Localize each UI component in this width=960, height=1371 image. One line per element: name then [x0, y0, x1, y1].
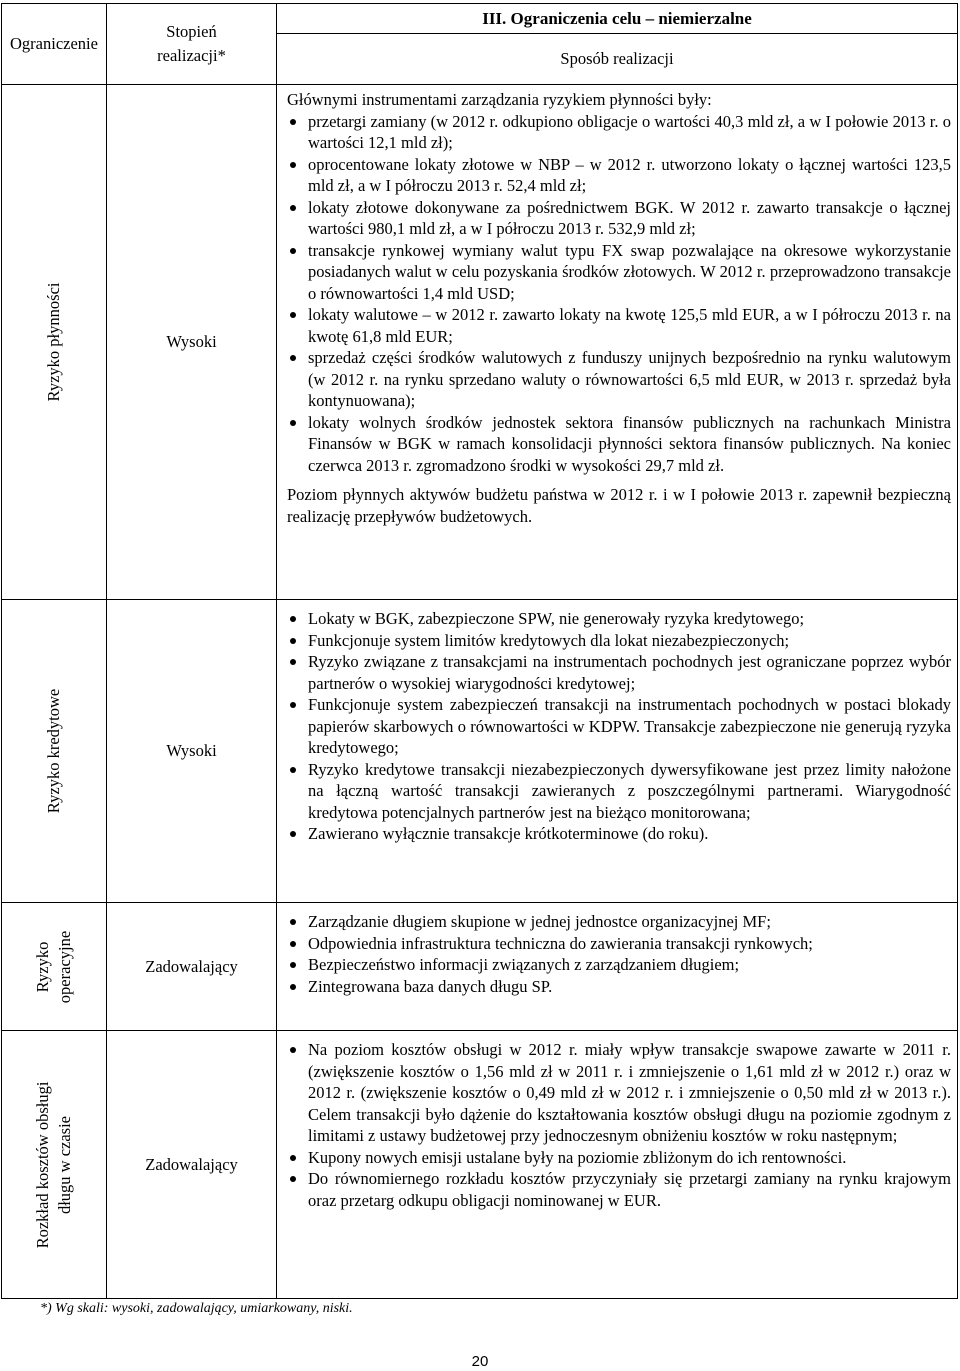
bullet-icon: [290, 1047, 296, 1053]
risk-cell-liquidity: [2, 85, 107, 600]
level-cell: Wysoki: [107, 600, 277, 903]
bullet-icon: [290, 1155, 296, 1161]
header-method: Sposób realizacji: [277, 34, 958, 85]
list-item: Lokaty w BGK, zabezpieczone SPW, nie generowały ryzyka kredytowego;: [287, 608, 951, 630]
method-cell: [277, 85, 958, 600]
bullet-icon: [290, 831, 296, 837]
bullet-icon: [290, 248, 296, 254]
header-level: [107, 4, 277, 85]
bullet-icon: [290, 919, 296, 925]
list-item: lokaty walutowe – w 2012 r. zawarto lokaty na kwotę 125,5 mld EUR, a w I półroczu 2013 r. na kwotę 61,8 mld EUR;: [287, 304, 951, 347]
bullet-list: [287, 911, 951, 997]
list-item: Zintegrowana baza danych długu SP.: [287, 976, 951, 998]
list-item: Ryzyko kredytowe transakcji niezabezpieczonych dywersyfikowane jest przez limity nałożone na łączną wartość transakcji zawieranych z poszczególnymi partnerami. Wiarygodność kredytowa potencjalnych partnerów jest na bieżąco monitorowana;: [287, 759, 951, 824]
bullet-icon: [290, 162, 296, 168]
header-level-line1: Stopień: [166, 22, 217, 41]
bullet-icon: [290, 962, 296, 968]
bullet-icon: [290, 616, 296, 622]
level-cell: Zadowalający: [107, 1031, 277, 1299]
bullet-list: [287, 1039, 951, 1211]
level-cell: Zadowalający: [107, 903, 277, 1031]
method-cell: [277, 600, 958, 903]
footnote: *) Wg skali: wysoki, zadowalający, umiarkowany, niski.: [40, 1301, 353, 1316]
list-item: Do równomiernego rozkładu kosztów przyczyniały się przetargi zamiany na rynku krajowym oraz przetarg odkupu obligacji nominowanej w EUR.: [287, 1168, 951, 1211]
bullet-icon: [290, 355, 296, 361]
bullet-icon: [290, 119, 296, 125]
bullet-icon: [290, 312, 296, 318]
page-number: 20: [471, 1353, 489, 1370]
list-item: Ryzyko związane z transakcjami na instrumentach pochodnych jest ograniczane poprzez wybór partnerów o wysokiej wiarygodności kredytowej;: [287, 651, 951, 694]
bullet-icon: [290, 638, 296, 644]
bullet-icon: [290, 941, 296, 947]
list-item: transakcje rynkowej wymiany walut typu FX swap pozwalające na okresowe wykorzystanie posiadanych walut w celu pozyskania środków złotowych. W 2012 r. przeprowadzono transakcje o równowartości 1,4 mld USD;: [287, 240, 951, 305]
risk-table: [1, 3, 958, 1299]
list-item: przetargi zamiany (w 2012 r. odkupiono obligacje o wartości 40,3 mld zł, a w I połowie 2013 r. o wartości 12,1 mld zł);: [287, 111, 951, 154]
bullet-icon: [290, 702, 296, 708]
list-item: Zawierano wyłącznie transakcje krótkoterminowe (do roku).: [287, 823, 951, 845]
bullet-icon: [290, 420, 296, 426]
bullet-list: [287, 608, 951, 845]
intro-text: Głównymi instrumentami zarządzania ryzykiem płynności były:: [287, 90, 712, 109]
list-item: sprzedaż części środków walutowych z funduszy unijnych bezpośrednio na rynku walutowym (w 2012 r. na rynku sprzedano waluty o równowartości 6,5 mld EUR, w 2013 r. sprzedaż była kontynuowana);: [287, 347, 951, 412]
bullet-list: [287, 111, 951, 477]
method-cell: [277, 903, 958, 1031]
bullet-icon: [290, 659, 296, 665]
outro-text: Poziom płynnych aktywów budżetu państwa w 2012 r. i w I połowie 2013 r. zapewnił bezpieczną realizację przepływów budżetowych.: [287, 485, 951, 526]
risk-label: Ryzyko operacyjne: [33, 930, 74, 1003]
list-item: Odpowiednia infrastruktura techniczna do zawierania transakcji rynkowych;: [287, 933, 951, 955]
list-item: lokaty wolnych środków jednostek sektora finansów publicznych na rachunkach Ministra Finansów w BGK w ramach konsolidacji płynności sektora finansów publicznych. Na koniec czerwca 2013 r. zgromadzono środki w wysokości 29,7 mld zł.: [287, 412, 951, 477]
header-risk: Ograniczenie: [2, 4, 107, 85]
risk-cell-cost-distribution: [2, 1031, 107, 1299]
risk-label: Rozkład kosztów obsługi długu w czasie: [33, 1081, 74, 1248]
list-item: Bezpieczeństwo informacji związanych z zarządzaniem długiem;: [287, 954, 951, 976]
level-cell: Wysoki: [107, 85, 277, 600]
list-item: Funkcjonuje system limitów kredytowych dla lokat niezabezpieczonych;: [287, 630, 951, 652]
list-item: Funkcjonuje system zabezpieczeń transakcji na instrumentach pochodnych w postaci blokady papierów skarbowych o równowartości w KDPW. Transakcje zabezpieczone nie generują ryzyka kredytowego;: [287, 694, 951, 759]
list-item: lokaty złotowe dokonywane za pośrednictwem BGK. W 2012 r. zawarto transakcje o łącznej wartości 980,1 mld zł, a w I półroczu 2013 r. 532,9 mld zł;: [287, 197, 951, 240]
bullet-icon: [290, 984, 296, 990]
list-item: Zarządzanie długiem skupione w jednej jednostce organizacyjnej MF;: [287, 911, 951, 933]
bullet-icon: [290, 767, 296, 773]
list-item: Na poziom kosztów obsługi w 2012 r. miały wpływ transakcje swapowe zawarte w 2011 r. (zwiększenie kosztów o 1,56 mld zł w 2011 r. i zmniejszenie o 1,61 mld zł w 2012 r.) oraz w 2012 r. (zwiększenie kosztów o 0,49 mld zł w 2012 r. i zmniejszenie o 0,50 mld zł w 2013 r.). Celem transakcji było dążenie do kształtowania kosztów obsługi długu na poziomie zgodnym z limitami z ustawy budżetowej przy jednoczesnym obniżeniu kosztów w roku następnym;: [287, 1039, 951, 1147]
bullet-icon: [290, 205, 296, 211]
risk-cell-operational: [2, 903, 107, 1031]
header-level-line2: realizacji*: [157, 46, 226, 65]
risk-label: Ryzyko płynności: [44, 282, 63, 402]
bullet-icon: [290, 1176, 296, 1182]
list-item: oprocentowane lokaty złotowe w NBP – w 2012 r. utworzono lokaty o łącznej wartości 123,5 mld zł, a w I półroczu 2013 r. 52,4 mld zł;: [287, 154, 951, 197]
list-item: Kupony nowych emisji ustalane były na poziomie zbliżonym do ich rentowności.: [287, 1147, 951, 1169]
method-cell: [277, 1031, 958, 1299]
risk-label: Ryzyko kredytowe: [44, 688, 63, 814]
risk-cell-credit: [2, 600, 107, 903]
section-title: III. Ograniczenia celu – niemierzalne: [277, 4, 958, 34]
